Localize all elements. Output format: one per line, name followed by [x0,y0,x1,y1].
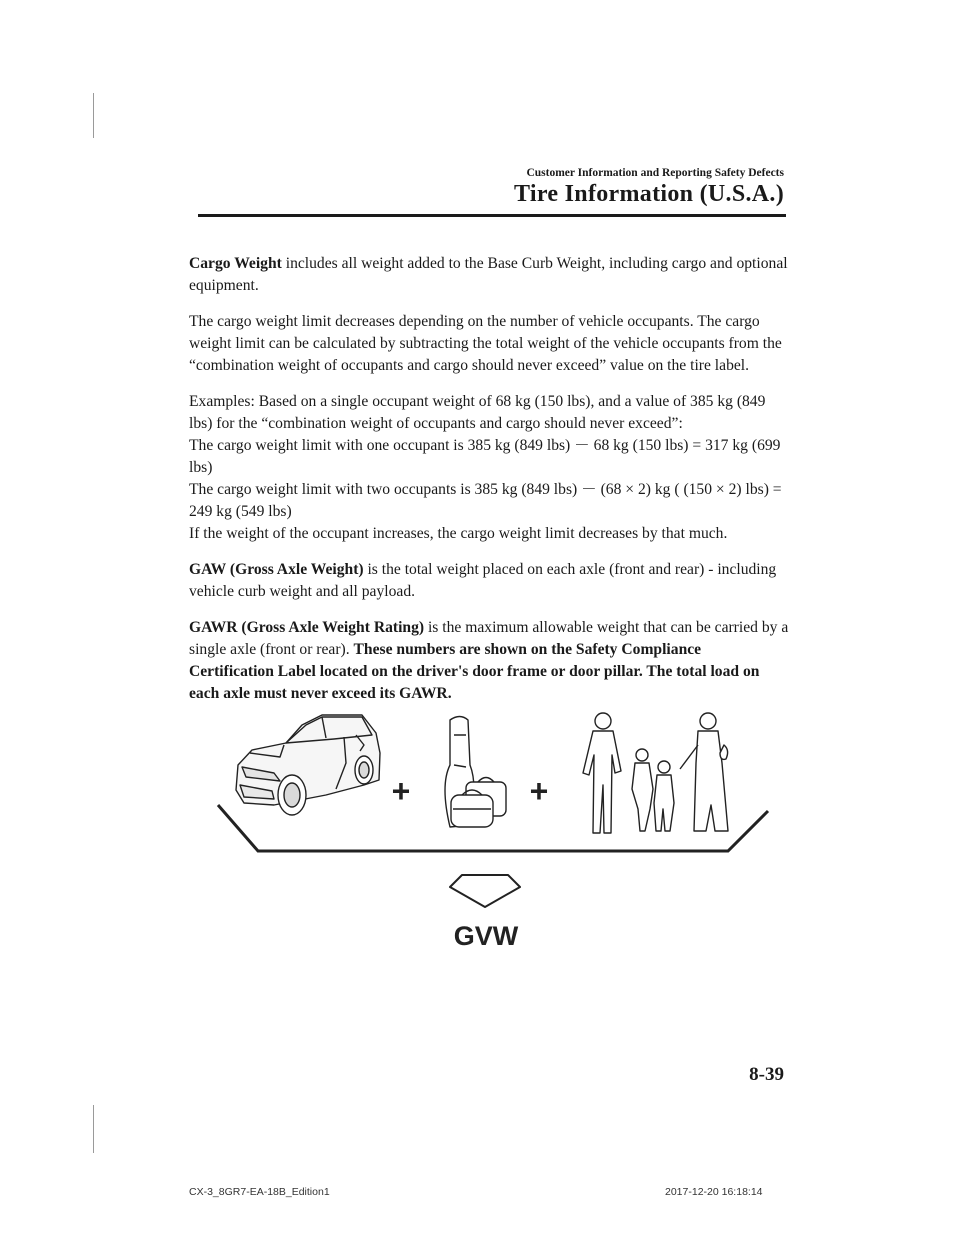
plus-sign-1: + [391,773,411,809]
gvw-label: GVW [453,921,519,951]
example-one-occupant: The cargo weight limit with one occupant is 385 kg (849 lbs) － 68 kg (150 lbs) = 317 kg (699 lbs) [189,437,781,476]
print-timestamp: 2017-12-20 16:18:14 [665,1186,763,1198]
occupants-illustration [583,713,728,833]
gaw-term: GAW (Gross Axle Weight) [189,561,364,578]
cargo-illustration [445,717,506,828]
cargo-weight-term: Cargo Weight [189,255,282,272]
cargo-weight-definition: includes all weight added to the Base Curb Weight, including cargo and optional equipment. [189,255,788,294]
crop-mark-bottom [93,1105,94,1153]
example-intro: Examples: Based on a single occupant weight of 68 kg (150 lbs), and a value of 385 kg (849 lbs) for the “combination weight of occupants and cargo should never exceed”: [189,393,766,432]
header-rule [198,214,786,217]
gvw-illustration [214,705,774,955]
example-two-occupants: The cargo weight limit with two occupants is 385 kg (849 lbs) － (68 × 2) kg ( (150 × 2) lbs) = 249 kg (549 lbs) [189,481,782,520]
gawr-definition: is the maximum allowable weight that can be carried by a single axle (front or rear). [189,619,789,658]
edition-code: CX-3_8GR7-EA-18B_Edition1 [189,1186,330,1198]
gawr-paragraph [189,617,789,705]
gawr-emphasis: These numbers are shown on the Safety Compliance Certification Label located on the driver's door frame or door pillar. The total load on each axle must never exceed its GAWR. [189,641,760,702]
page-number: 8-39 [749,1064,784,1085]
cargo-weight-paragraph [189,253,789,297]
body-text [189,253,789,719]
section-title: Customer Information and Reporting Safety Defects [526,167,784,179]
gaw-definition: is the total weight placed on each axle (front and rear) - including vehicle curb weight and all payload. [189,561,777,600]
cargo-limit-paragraph: The cargo weight limit decreases depending on the number of vehicle occupants. The cargo weight limit can be calculated by subtracting the total weight of the vehicle occupants from the “combination weight of occupants and cargo should never exceed” value on the tire label. [189,313,782,374]
down-arrow-icon [450,875,520,907]
example-conclusion: If the weight of the occupant increases, the cargo weight limit decreases by that much. [189,525,728,542]
chapter-title: Tire Information (U.S.A.) [514,181,784,207]
gawr-term: GAWR (Gross Axle Weight Rating) [189,619,425,636]
plus-sign-2: + [529,773,549,809]
examples-paragraph [189,391,789,545]
vehicle-illustration [236,715,380,815]
gaw-paragraph [189,559,789,603]
crop-mark-top [93,93,94,138]
